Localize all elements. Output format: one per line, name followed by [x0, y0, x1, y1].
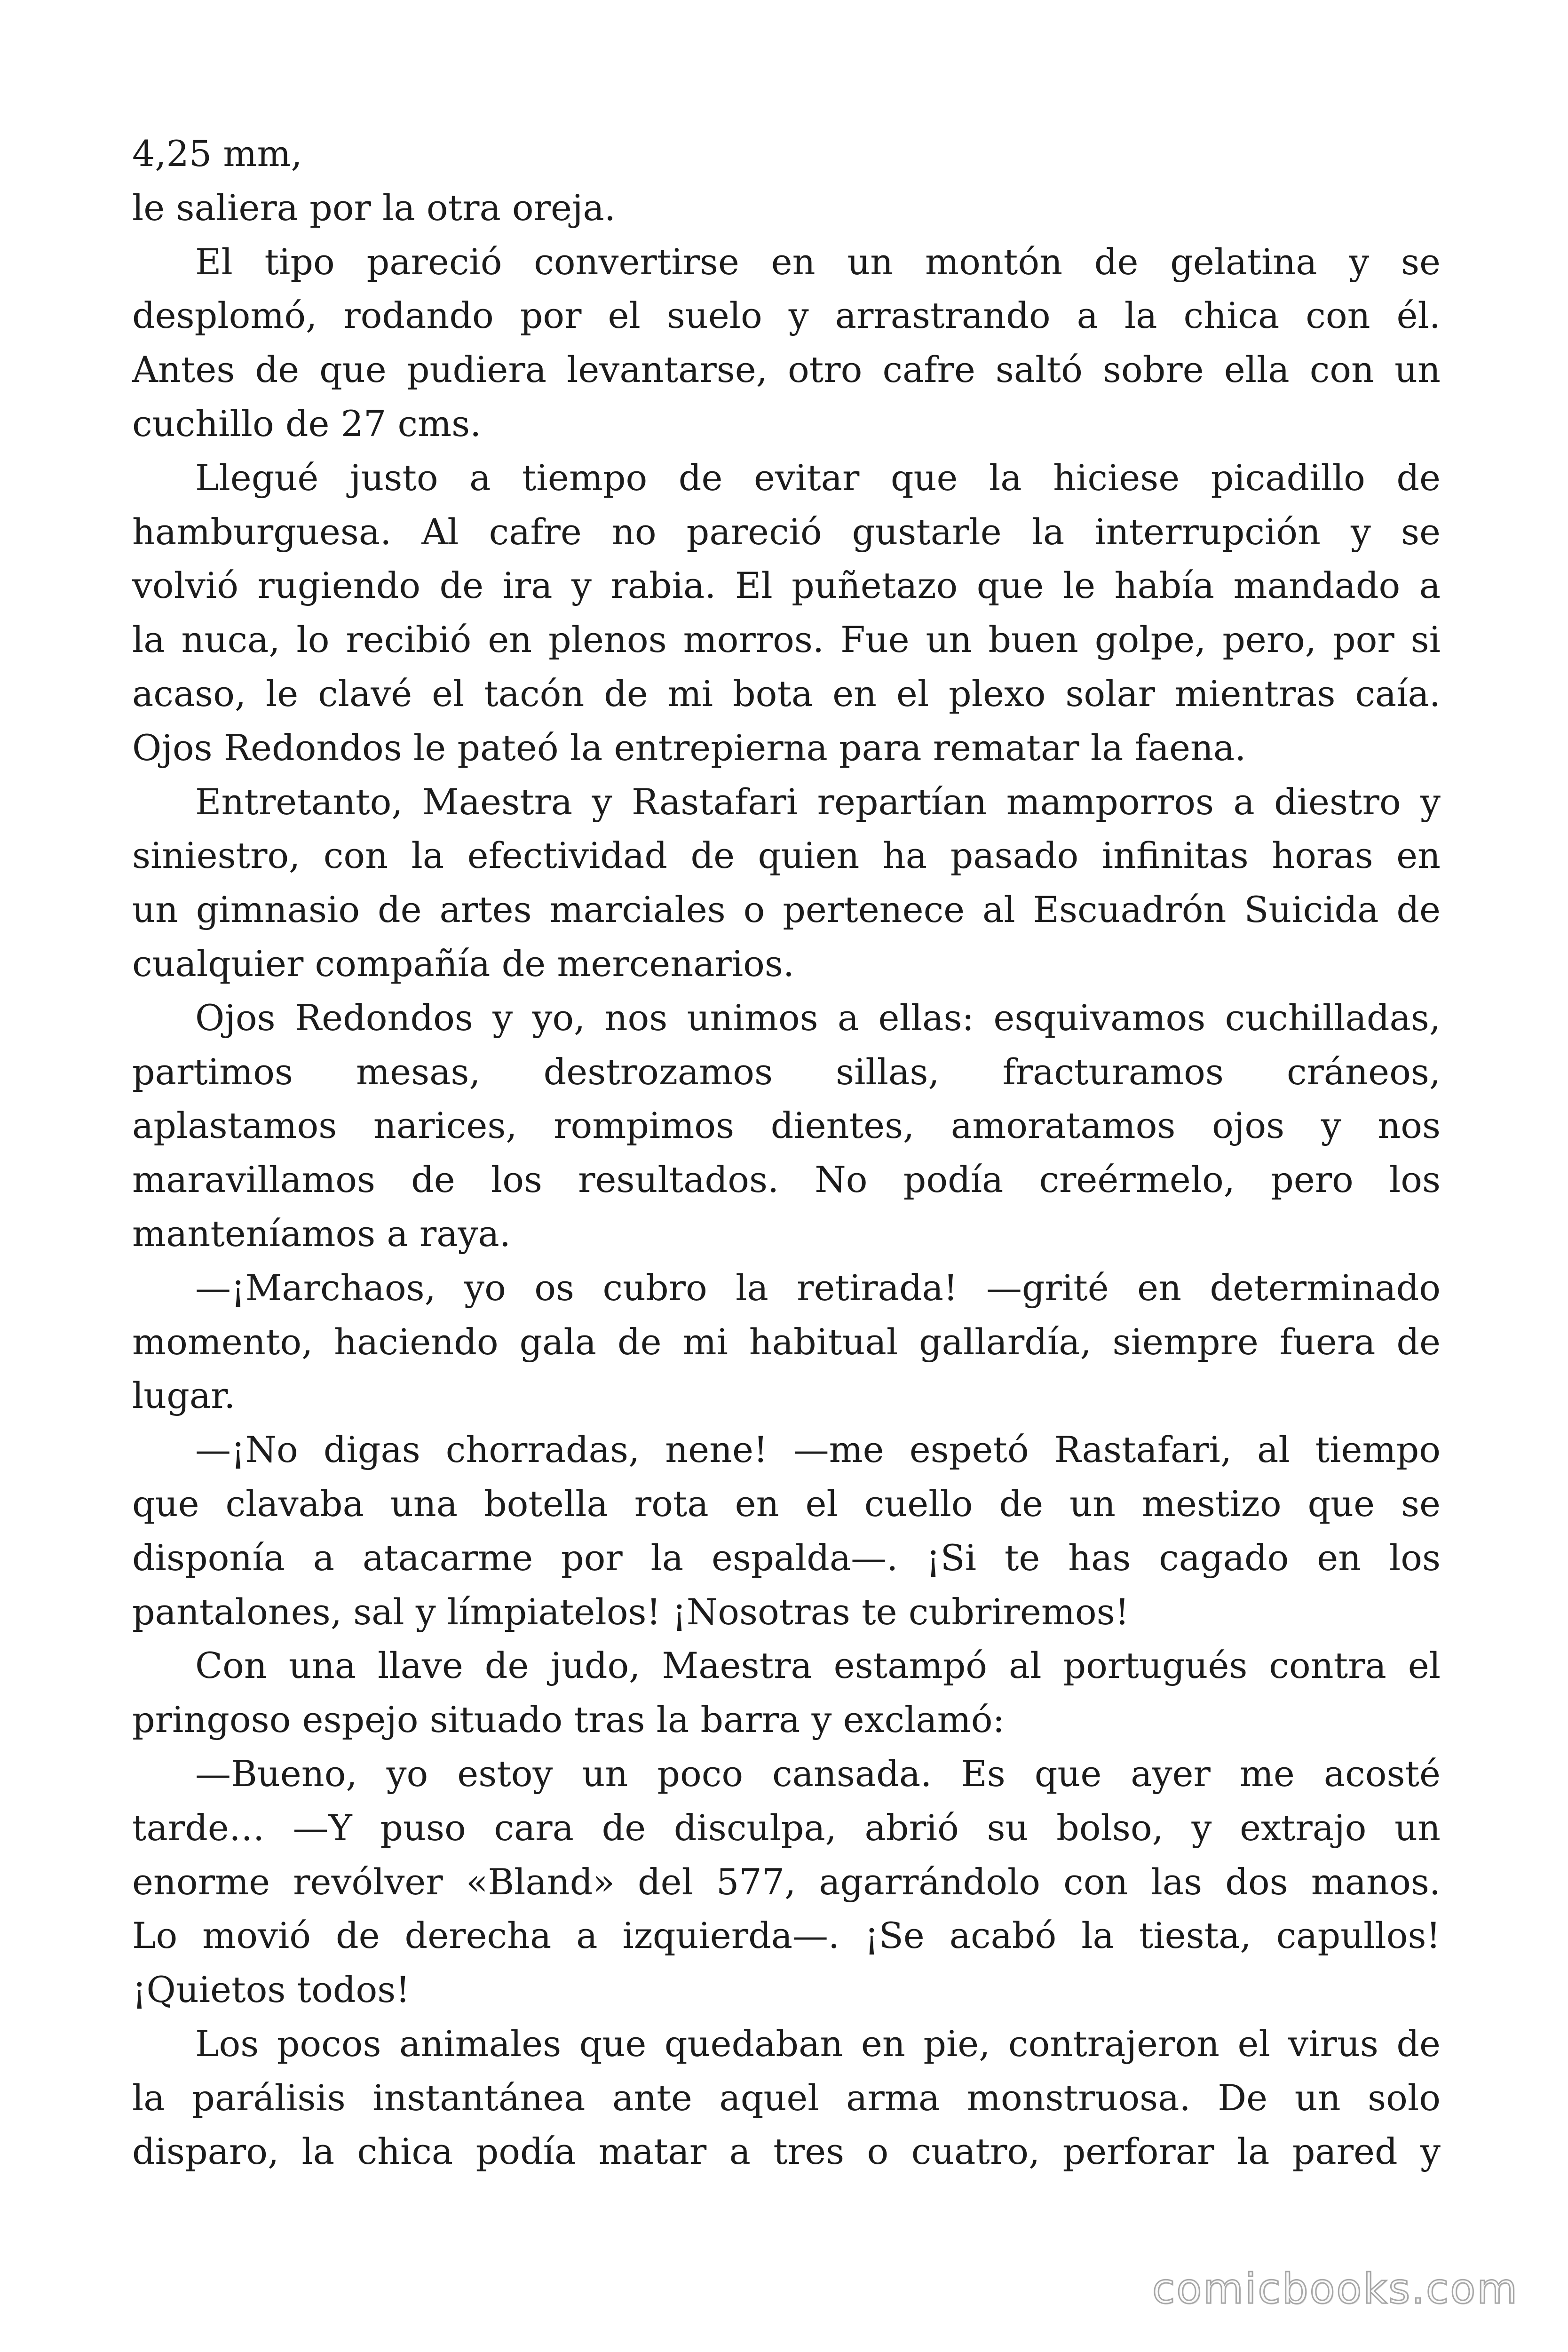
text-line: cuchillo de 27 cms.	[132, 402, 482, 445]
text-line: Con una llave de judo, Maestra estampó al portugués contra el	[195, 1645, 1441, 1687]
text-line: El tipo pareció convertirse en un montón de gelatina y se	[195, 240, 1441, 283]
paragraph	[132, 991, 1441, 1261]
paragraph	[132, 2017, 1441, 2179]
text-line: siniestro, con la efectividad de quien ha pasado infinitas horas en	[132, 834, 1441, 877]
text-line: que clavaba una botella rota en el cuello de un mestizo que se	[132, 1482, 1441, 1525]
text-line: le saliera por la otra oreja.	[132, 186, 616, 229]
text-line: disponía a atacarme por la espalda—. ¡Si te has cagado en los	[132, 1536, 1441, 1579]
paragraph	[132, 1423, 1441, 1639]
text-line: partimos mesas, destrozamos sillas, fracturamos cráneos,	[132, 1050, 1441, 1093]
text-line: —¡Marchaos, yo os cubro la retirada! —grité en determinado	[195, 1266, 1441, 1309]
text-line: Los pocos animales que quedaban en pie, contrajeron el virus de	[195, 2022, 1441, 2065]
paragraph	[132, 451, 1441, 775]
text-line: tarde… —Y puso cara de disculpa, abrió su bolso, y extrajo un	[132, 1806, 1441, 1849]
text-line: volvió rugiendo de ira y rabia. El puñetazo que le había mandado a	[132, 564, 1441, 607]
text-line: 4,25 mm,	[132, 133, 302, 175]
paragraph	[132, 235, 1441, 451]
text-line: Entretanto, Maestra y Rastafari repartían mamporros a diestro y	[195, 780, 1441, 823]
text-line: aplastamos narices, rompimos dientes, amoratamos ojos y nos	[132, 1104, 1441, 1147]
text-line: disparo, la chica podía matar a tres o cuatro, perforar la pared y	[132, 2130, 1441, 2173]
text-line: un gimnasio de artes marciales o pertenece al Escuadrón Suicida de	[132, 889, 1441, 931]
page-text	[132, 127, 1441, 2179]
text-line: Lo movió de derecha a izquierda—. ¡Se acabó la tiesta, capullos!	[132, 1915, 1441, 1957]
text-line: la nuca, lo recibió en plenos morros. Fue un buen golpe, pero, por si	[132, 619, 1441, 661]
text-line: la parálisis instantánea ante aquel arma monstruosa. De un solo	[132, 2076, 1441, 2119]
text-line: pringoso espejo situado tras la barra y exclamó:	[132, 1699, 1005, 1741]
watermark: comicbooks.com	[1152, 2265, 1519, 2313]
text-line: desplomó, rodando por el suelo y arrastrando a la chica con él.	[132, 294, 1441, 337]
text-line: acaso, le clavé el tacón de mi bota en el plexo solar mientras caía.	[132, 672, 1441, 715]
text-line: manteníamos a raya.	[132, 1212, 511, 1255]
text-line: ¡Quietos todos!	[132, 1969, 410, 2011]
text-line: Llegué justo a tiempo de evitar que la hiciese picadillo de	[195, 456, 1441, 499]
text-line: Ojos Redondos y yo, nos unimos a ellas: esquivamos cuchilladas,	[195, 996, 1441, 1039]
text-line: momento, haciendo gala de mi habitual gallardía, siempre fuera de	[132, 1320, 1441, 1363]
paragraph	[132, 775, 1441, 991]
paragraph	[132, 1747, 1441, 2017]
text-line: —¡No digas chorradas, nene! —me espetó Rastafari, al tiempo	[195, 1429, 1441, 1471]
text-line: —Bueno, yo estoy un poco cansada. Es que ayer me acosté	[195, 1752, 1441, 1795]
text-line: Ojos Redondos le pateó la entrepierna para rematar la faena.	[132, 726, 1246, 769]
text-line: enorme revólver «Bland» del 577, agarrándolo con las dos manos.	[132, 1860, 1441, 1903]
text-line: Antes de que pudiera levantarse, otro cafre saltó sobre ella con un	[132, 349, 1441, 391]
continued-paragraph	[132, 127, 1441, 235]
text-line: cualquier compañía de mercenarios.	[132, 942, 795, 985]
paragraph	[132, 1639, 1441, 1747]
text-line: hamburguesa. Al cafre no pareció gustarle la interrupción y se	[132, 510, 1441, 553]
text-line: maravillamos de los resultados. No podía creérmelo, pero los	[132, 1159, 1441, 1201]
text-line: lugar.	[132, 1375, 236, 1417]
paragraph	[132, 1261, 1441, 1423]
text-line: pantalones, sal y límpiatelos! ¡Nosotras te cubriremos!	[132, 1590, 1130, 1633]
